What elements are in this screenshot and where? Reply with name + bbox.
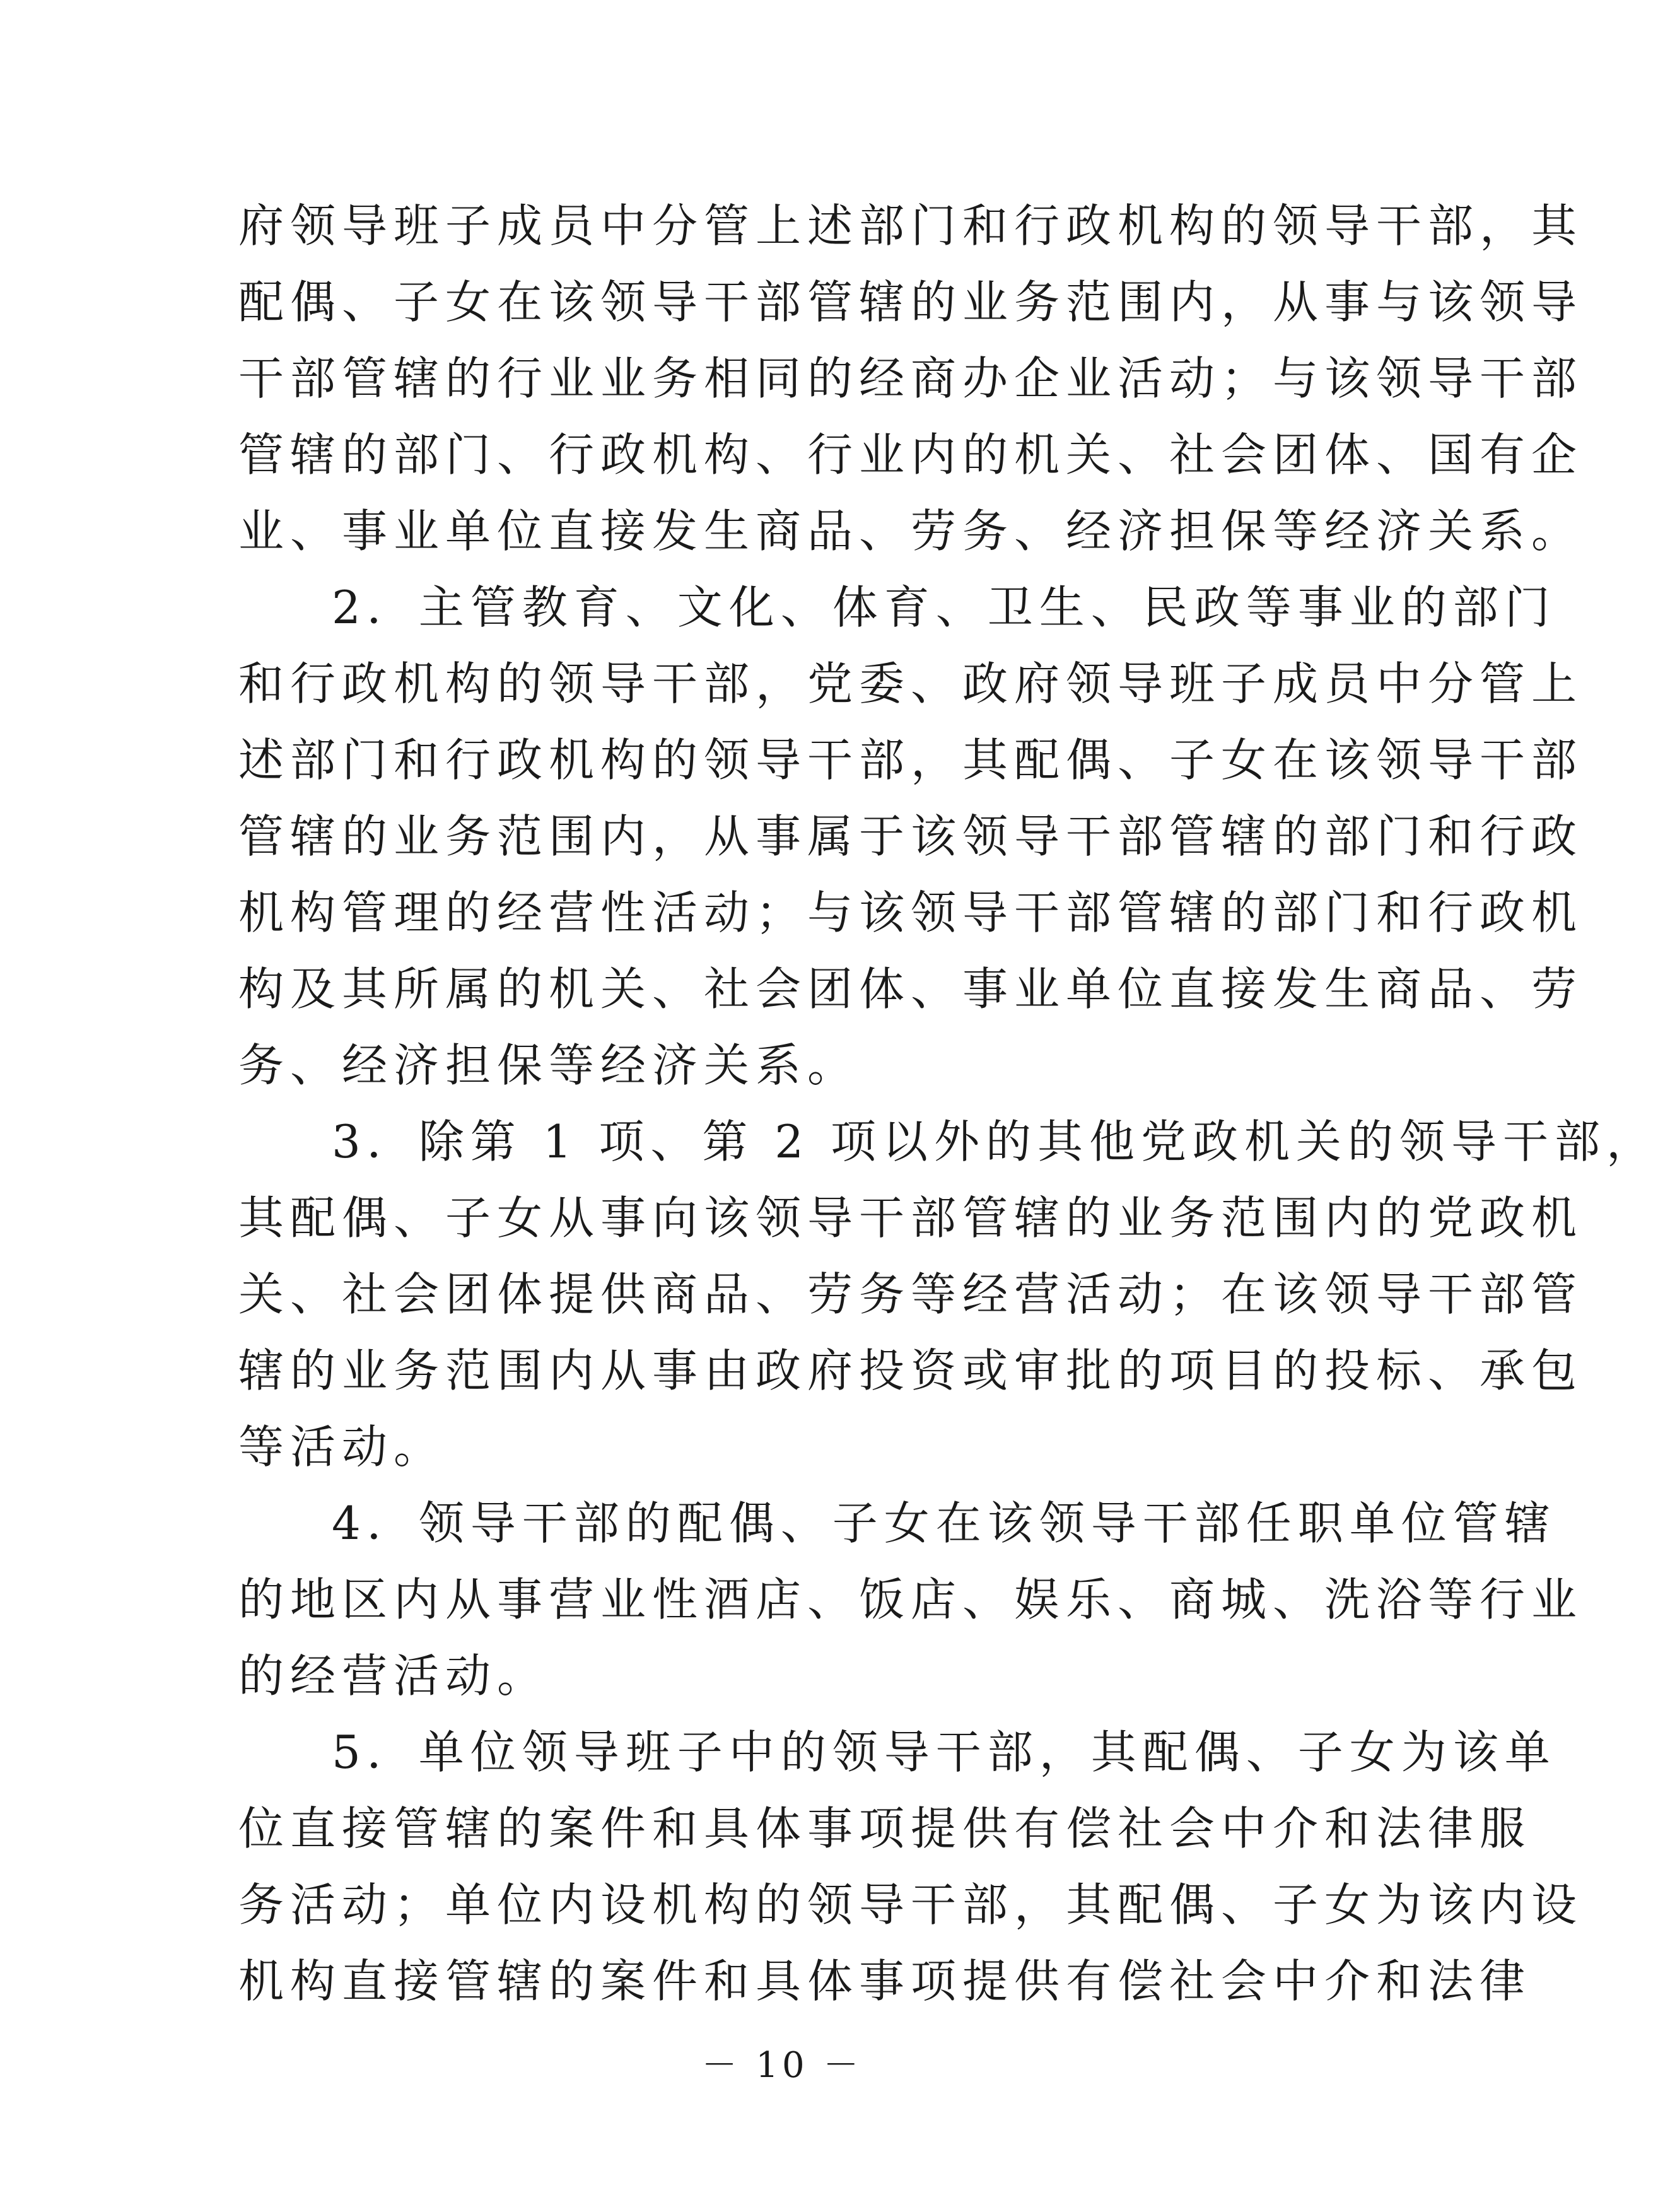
text-line: 和行政机构的领导干部，党委、政府领导班子成员中分管上 [238,657,1584,710]
item-4-first-line: 4．领导干部的配偶、子女在该领导干部任职单位管辖 [332,1497,1556,1550]
text-line: 机构直接管辖的案件和具体事项提供有偿社会中介和法律 [238,1955,1532,2008]
text-line: 等活动。 [238,1420,446,1473]
text-line: 的经营活动。 [238,1649,549,1702]
item-5-first-line: 5．单位领导班子中的领导干部，其配偶、子女为该单 [332,1726,1556,1779]
item-2-first-line: 2．主管教育、文化、体育、卫生、民政等事业的部门 [332,581,1556,634]
body-text [238,188,1658,2020]
text-line: 配偶、子女在该领导干部管辖的业务范围内，从事与该领导 [238,276,1584,329]
text-line: 构及其所属的机关、社会团体、事业单位直接发生商品、劳 [238,963,1584,1015]
page-number: － 10 － [701,2045,863,2086]
text-line: 的地区内从事营业性酒店、饭店、娱乐、商城、洗浴等行业 [238,1573,1584,1626]
text-line: 干部管辖的行业业务相同的经商办企业活动；与该领导干部 [238,352,1584,405]
text-line: 位直接管辖的案件和具体事项提供有偿社会中介和法律服 [238,1802,1532,1855]
text-line: 其配偶、子女从事向该领导干部管辖的业务范围内的党政机 [238,1191,1584,1244]
text-line: 业、事业单位直接发生商品、劳务、经济担保等经济关系。 [238,505,1584,558]
text-line: 述部门和行政机构的领导干部，其配偶、子女在该领导干部 [238,734,1584,787]
item-3-first-line: 3．除第 1 项、第 2 项以外的其他党政机关的领导干部， [332,1115,1658,1168]
text-line: 务活动；单位内设机构的领导干部，其配偶、子女为该内设 [238,1878,1584,1931]
text-line: 管辖的部门、行政机构、行业内的机关、社会团体、国有企 [238,428,1584,481]
text-line: 辖的业务范围内从事由政府投资或审批的项目的投标、承包 [238,1344,1584,1397]
text-line: 管辖的业务范围内，从事属于该领导干部管辖的部门和行政 [238,810,1584,863]
text-line: 务、经济担保等经济关系。 [238,1039,860,1092]
text-line: 府领导班子成员中分管上述部门和行政机构的领导干部，其 [238,199,1584,252]
text-line: 关、社会团体提供商品、劳务等经营活动；在该领导干部管 [238,1268,1584,1321]
text-line: 机构管理的经营性活动；与该领导干部管辖的部门和行政机 [238,886,1584,939]
